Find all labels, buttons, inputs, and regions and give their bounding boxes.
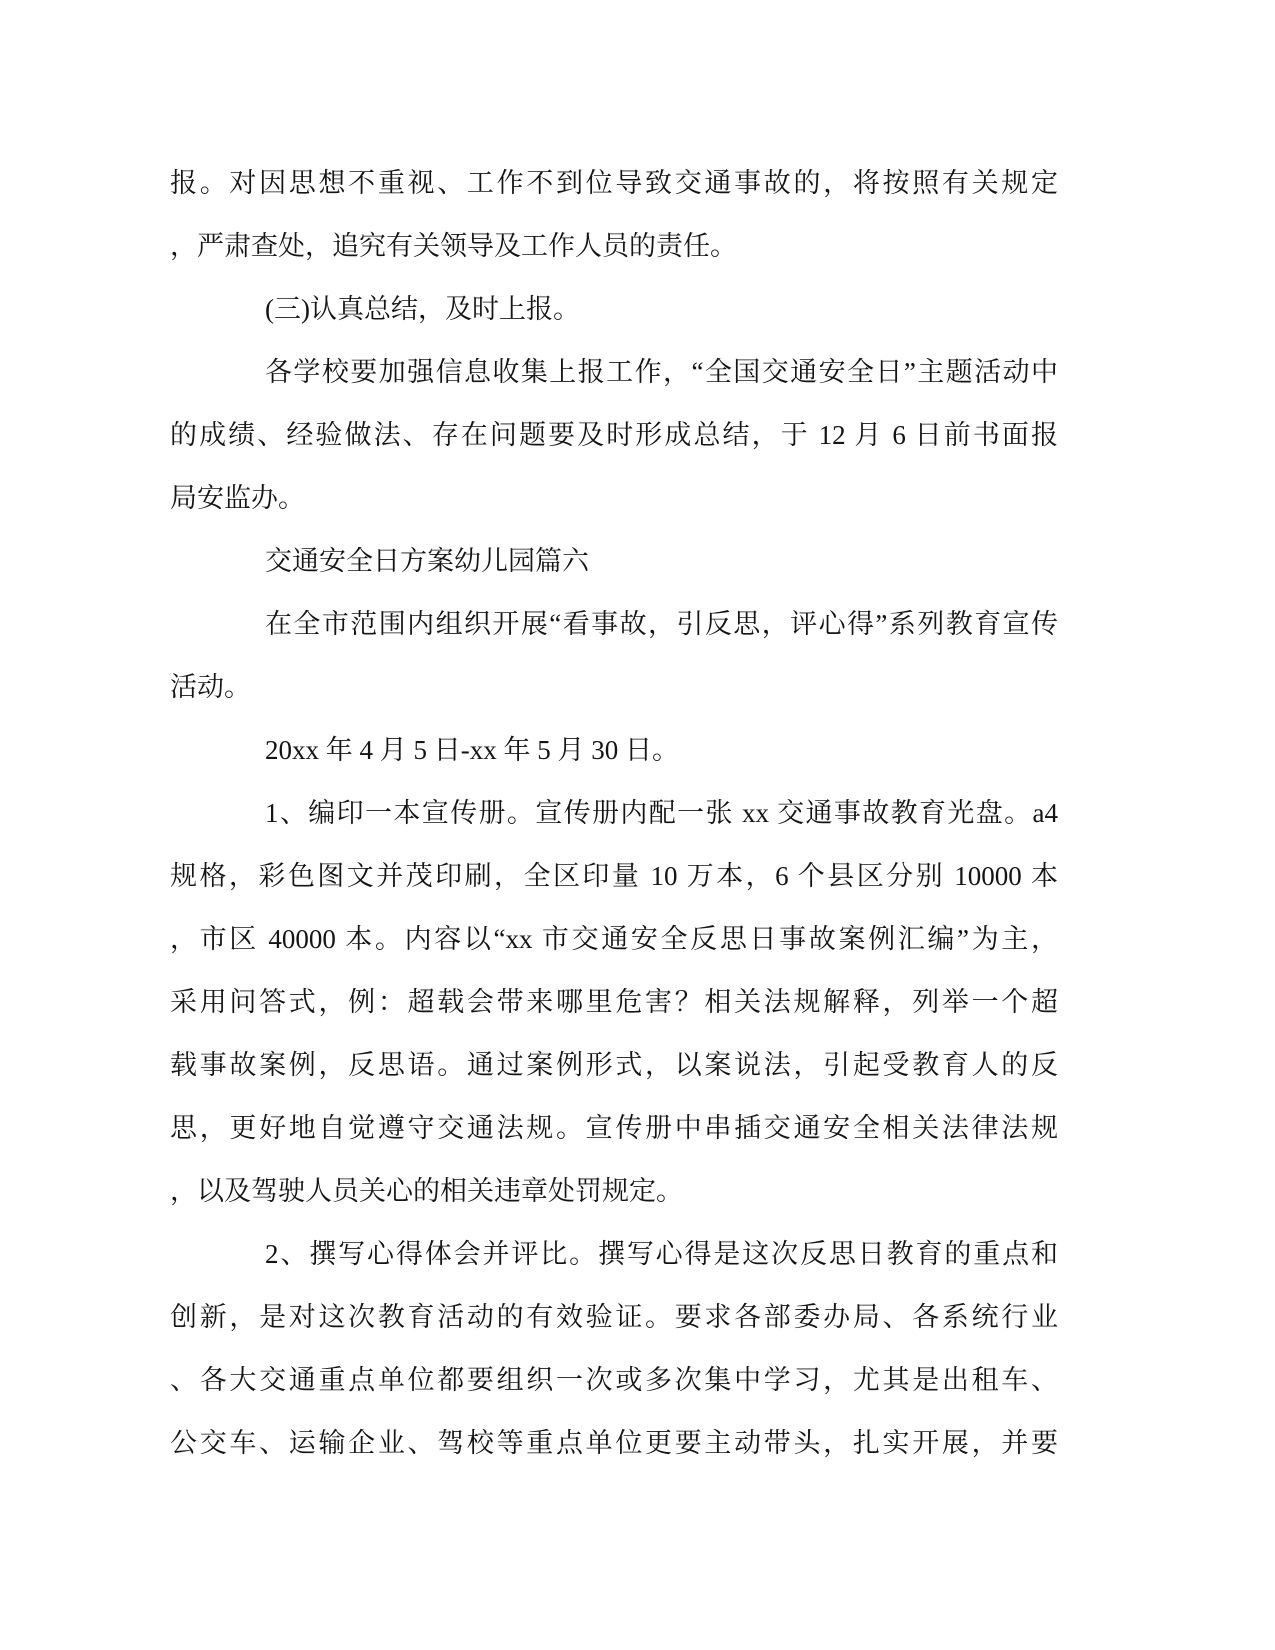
subsection-heading: (三)认真总结，及时上报。	[265, 294, 580, 324]
list-item-line: 2、撰写心得体会并评比。撰写心得是这次反思日教育的重点和	[265, 1239, 1058, 1269]
paragraph-line: 局安监办。	[170, 483, 305, 513]
paragraph-line: 、各大交通重点单位都要组织一次或多次集中学习，尤其是出租车、	[170, 1365, 1058, 1395]
paragraph-line: ，市区 40000 本。内容以“xx 市交通安全反思日事故案例汇编”为主，	[170, 924, 1058, 954]
paragraph-line: 报。对因思想不重视、工作不到位导致交通事故的，将按照有关规定	[170, 168, 1058, 198]
section-heading: 交通安全日方案幼儿园篇六	[265, 546, 589, 576]
paragraph-line: 在全市范围内组织开展“看事故，引反思，评心得”系列教育宣传	[265, 609, 1058, 639]
list-item-line: 1、编印一本宣传册。宣传册内配一张 xx 交通事故教育光盘。a4	[265, 798, 1058, 828]
paragraph-line: 创新，是对这次教育活动的有效验证。要求各部委办局、各系统行业	[170, 1302, 1058, 1332]
paragraph-line: ，严肃查处，追究有关领导及工作人员的责任。	[170, 231, 737, 261]
paragraph-line: 公交车、运输企业、驾校等重点单位更要主动带头，扎实开展，并要	[170, 1428, 1058, 1458]
paragraph-line: ，以及驾驶人员关心的相关违章处罚规定。	[170, 1176, 683, 1206]
paragraph-line: 思，更好地自觉遵守交通法规。宣传册中串插交通安全相关法律法规	[170, 1113, 1058, 1143]
paragraph-line: 活动。	[170, 672, 251, 702]
paragraph-line: 的成绩、经验做法、存在问题要及时形成总结，于 12 月 6 日前书面报	[170, 420, 1058, 450]
paragraph-line: 载事故案例，反思语。通过案例形式，以案说法，引起受教育人的反	[170, 1050, 1058, 1080]
paragraph-line: 各学校要加强信息收集上报工作，“全国交通安全日”主题活动中	[265, 357, 1058, 387]
paragraph-line: 规格，彩色图文并茂印刷，全区印量 10 万本，6 个县区分别 10000 本	[170, 861, 1058, 891]
paragraph-line: 采用问答式，例：超载会带来哪里危害？相关法规解释，列举一个超	[170, 987, 1058, 1017]
date-range-line: 20xx 年 4 月 5 日-xx 年 5 月 30 日。	[265, 735, 679, 765]
